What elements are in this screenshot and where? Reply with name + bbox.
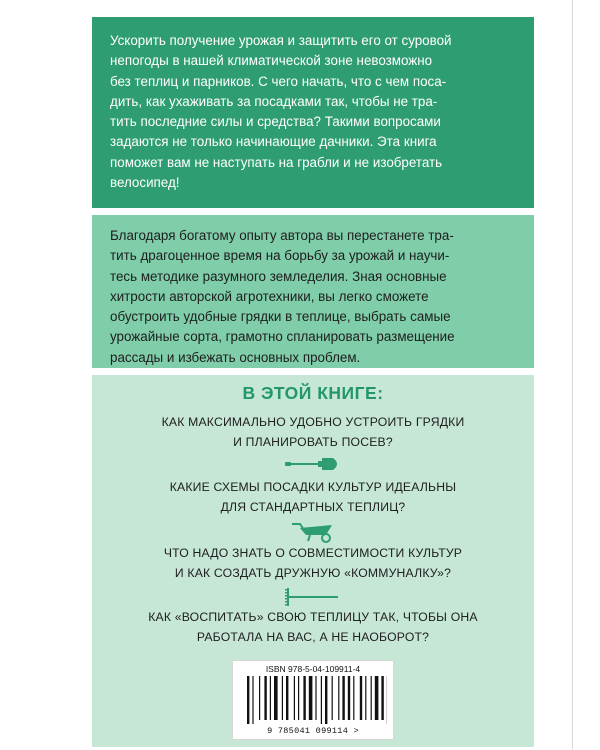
barcode-bar [259,676,260,720]
cover-edge-line [572,0,573,750]
description-panel [92,17,534,208]
barcode-bar [309,676,313,720]
barcode-bar [342,676,344,720]
in-book-panel [92,375,534,747]
barcode-bar [360,676,362,720]
barcode-digits: 9 785041 099114 > [267,726,359,736]
barcode-bar [348,676,350,720]
barcode-bar [294,676,295,720]
barcode-bar [274,676,278,720]
isbn-label: ISBN 978-5-04-109911-4 [265,664,361,674]
question-1: КАК МАКСИМАЛЬНО УДОБНО УСТРОИТЬ ГРЯДКИ И ПЛАНИРОВАТЬ ПОСЕВ? [161,415,465,449]
question-4: КАК «ВОСПИТАТЬ» СВОЮ ТЕПЛИЦУ ТАК, ЧТОБЫ ОНА РАБОТАЛА НА ВАС, А НЕ НАОБОРОТ? [148,610,478,644]
question-3: ЧТО НАДО ЗНАТЬ О СОВМЕСТИМОСТИ КУЛЬТУР И КАК СОЗДАТЬ ДРУЖНУЮ «КОММУНАЛКУ»? [163,546,463,580]
barcode-bar [303,676,305,720]
barcode-bar [375,676,379,720]
barcode-bar [298,676,299,720]
barcode-bar [371,676,372,720]
barcode-bar [282,676,283,720]
barcode [232,660,394,740]
barcode-bar [270,676,271,720]
barcode-bar [381,676,383,720]
shovel-icon [92,457,534,471]
barcode-bar [247,676,249,724]
barcode-bar [264,676,266,720]
question-2: КАКИЕ СХЕМЫ ПОСАДКИ КУЛЬТУР ИДЕАЛЬНЫ ДЛЯ СТАНДАРТНЫХ ТЕПЛИЦ? [169,480,457,514]
wheelbarrow-icon [92,521,534,543]
benefits-panel [92,215,534,368]
description-text: Ускорить получение урожая и защитить его от суровой непогоды в нашей климатической зоне невозможно без теплиц и парников. С чего начать, что с чем посa- дить, как ухаживать за посадками так, чтобы не тра- тить последние силы и средства? Такими вопросами задаются не только начинающие дачники. Эта книга поможет вам не наступать на грабли и не изобретать велосипед! [110,33,452,191]
rake-icon [92,586,534,608]
barcode-bar [353,676,354,720]
barcode-bar [315,676,316,720]
barcode-bar [365,676,366,720]
barcode-bar [286,676,288,720]
barcode-bar [321,676,322,724]
barcode-bar [332,676,333,720]
barcode-bar [252,676,253,724]
barcode-bars [241,676,387,726]
benefits-text: Благодаря богатому опыту автора вы перестанете тра- тить драгоценное время на борьбу за урожай и научи- тесь методике разумного земледелия. Зная основные хитрости авторской агротехники, вы легко сможете обустроить удобные грядки в теплице, выбрать самые урожайные сорта, грамотно спланировать размещение рассады и избежать основных проблем. [110,228,455,365]
in-book-heading: В ЭТОЙ КНИГЕ: [242,383,384,403]
barcode-bar [325,676,327,724]
barcode-bar [338,676,339,720]
